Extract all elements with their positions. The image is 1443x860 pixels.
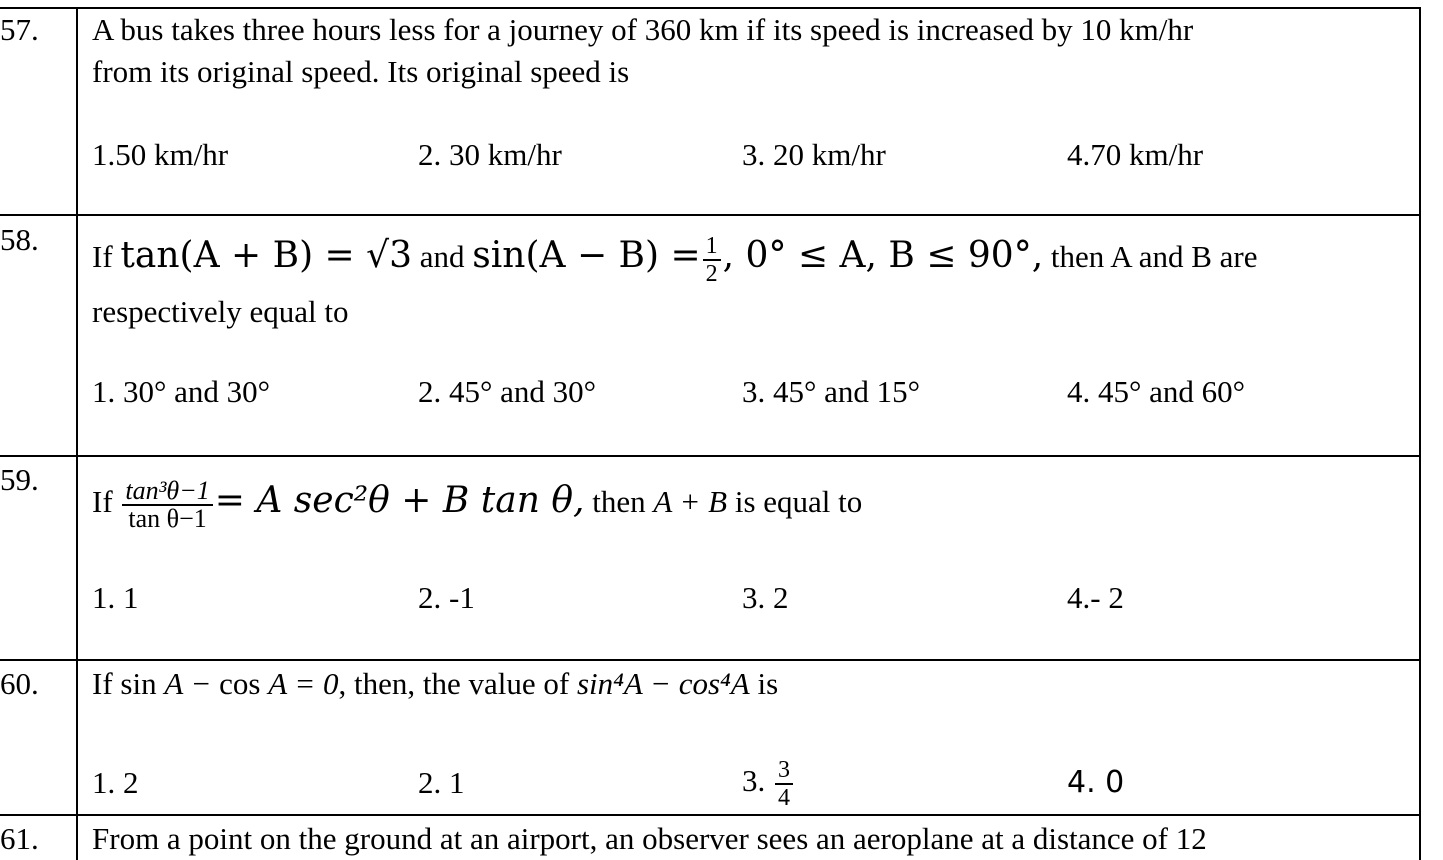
question-59-option-2: 2. -1 <box>418 580 475 615</box>
question-number-61: 61. <box>0 821 39 856</box>
question-59-line1 <box>92 466 862 537</box>
question-59-tan-fraction <box>122 475 212 533</box>
column-divider <box>76 7 78 860</box>
fraction-denominator: 4 <box>778 784 790 811</box>
question-59-option-4: 4.- 2 <box>1067 580 1124 615</box>
question-60-option-3 <box>742 748 795 814</box>
question-60-suffix: is <box>749 666 779 701</box>
question-57-option-2: 2. 30 km/hr <box>418 137 562 172</box>
fraction-denominator: tan θ−1 <box>128 503 207 533</box>
question-58-option-2: 2. 45° and 30° <box>418 374 597 409</box>
question-58-line2: respectively equal to <box>92 294 349 329</box>
question-59-prefix: If <box>92 484 121 519</box>
question-60-prefix: If sin <box>92 666 165 701</box>
question-57-option-1: 1.50 km/hr <box>92 137 229 172</box>
question-60-option-3-label: 3. <box>742 763 773 798</box>
question-60-line1 <box>92 663 778 705</box>
question-60-mid: , then, the value of <box>338 666 577 701</box>
question-58-line1 <box>92 228 1258 287</box>
question-59-then: then <box>584 484 654 519</box>
question-58-suffix: then A and B are <box>1043 239 1258 274</box>
question-58-half-fraction <box>703 233 721 287</box>
question-60-cos: cos <box>219 666 269 701</box>
question-60-expr2: A = 0 <box>268 666 339 701</box>
question-58-range-expression: , 0° ≤ A, B ≤ 90°, <box>722 235 1044 276</box>
question-60-expr1: A − <box>164 666 220 701</box>
question-60-option-3-fraction <box>775 757 793 811</box>
question-number-60: 60. <box>0 666 39 701</box>
question-57-option-4: 4.70 km/hr <box>1067 137 1204 172</box>
question-58-sin-expression: sin(A − B) = <box>472 235 701 276</box>
question-57-option-3: 3. 20 km/hr <box>742 137 886 172</box>
table-right-border <box>1419 7 1421 860</box>
row-border-60-61 <box>0 814 1421 816</box>
fraction-numerator: 3 <box>775 757 793 785</box>
row-border-58-59 <box>0 455 1421 457</box>
fraction-denominator: 2 <box>705 260 718 287</box>
question-58-option-3: 3. 45° and 15° <box>742 374 921 409</box>
fraction-numerator: 1 <box>703 233 721 261</box>
fraction-numerator: tan³θ−1 <box>122 478 212 506</box>
question-58-tan-expression: tan(A + B) = √3 <box>120 235 413 276</box>
row-border-59-60 <box>0 659 1421 661</box>
question-number-59: 59. <box>0 462 39 497</box>
question-58-option-4: 4. 45° and 60° <box>1067 374 1246 409</box>
question-58-and: and <box>412 239 473 274</box>
question-58-option-1: 1. 30° and 30° <box>92 374 271 409</box>
question-number-58: 58. <box>0 222 39 257</box>
question-58-prefix: If <box>92 239 121 274</box>
row-border-57-58 <box>0 214 1421 216</box>
question-59-a-plus-b: A + B <box>653 484 728 519</box>
question-59-option-3: 3. 2 <box>742 580 789 615</box>
question-57-line2: from its original speed. Its original speed is <box>92 54 630 89</box>
question-number-57: 57. <box>0 12 39 47</box>
question-59-sec-expression: = A sec²θ + B tan θ, <box>214 480 585 521</box>
question-61-line1: From a point on the ground at an airport, an observer sees an aeroplane at a distance of 12 <box>92 821 1207 856</box>
question-60-option-2: 2. 1 <box>418 765 465 800</box>
question-59-option-1: 1. 1 <box>92 580 139 615</box>
question-60-power-expression: sin⁴A − cos⁴A <box>576 666 750 701</box>
question-60-option-4: 4. 0 <box>1067 765 1125 800</box>
question-59-suffix: is equal to <box>727 484 863 519</box>
question-60-option-1: 1. 2 <box>92 765 139 800</box>
question-57-line1: A bus takes three hours less for a journey of 360 km if its speed is increased by 10 km/hr <box>92 12 1194 47</box>
